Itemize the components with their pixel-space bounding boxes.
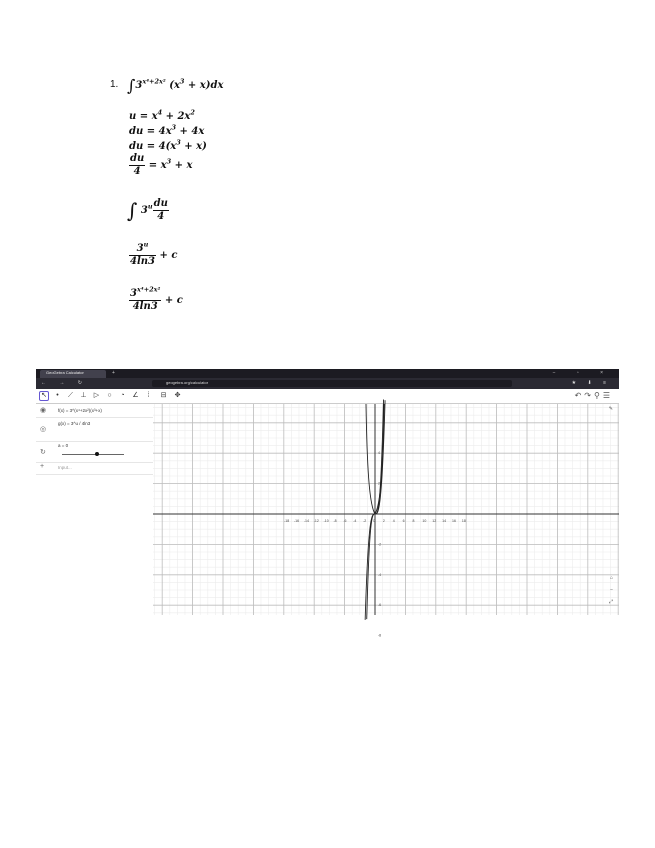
- x-tick-label: -6: [343, 519, 347, 523]
- value-slider-track[interactable]: [62, 454, 124, 455]
- undo-redo-search-menu-icons[interactable]: ↶↷⚲☰: [574, 391, 613, 400]
- perpendicular-tool-icon[interactable]: ⊥: [80, 392, 87, 399]
- algebra-row-g[interactable]: ◎ g(x) = 3^u / 4ln3: [36, 417, 153, 442]
- problem-number: 1.: [110, 79, 119, 90]
- plus-icon[interactable]: +: [40, 463, 45, 470]
- graph-canvas[interactable]: [153, 404, 619, 638]
- point-tool-icon[interactable]: •: [56, 392, 59, 399]
- fullscreen-icon[interactable]: ⤢: [608, 599, 613, 605]
- x-tick-label: -16: [293, 519, 300, 523]
- browser-tab-bar: [36, 369, 619, 378]
- y-tick-label: -8: [378, 633, 382, 638]
- algebra-input[interactable]: + Input...: [36, 462, 153, 475]
- browser-extension-icons[interactable]: ★ ⬇ ≡: [571, 380, 611, 386]
- ellipse-tool-icon[interactable]: ◔: [120, 392, 125, 399]
- value-slider-knob[interactable]: [95, 452, 99, 456]
- du-line-2: du = $4(x^3 + x)$: [129, 138, 207, 152]
- x-tick-label: 12: [432, 519, 437, 523]
- integral-statement: $\int 3^{x^4+2x^2}$ $(x^3 + x)dx$: [127, 76, 224, 95]
- x-tick-label: 2: [382, 519, 385, 523]
- geogebra-screenshot: [36, 369, 619, 638]
- slider-tool-icon[interactable]: ⊟: [160, 392, 167, 399]
- x-tick-label: 18: [461, 519, 466, 523]
- visibility-icon[interactable]: ◉: [40, 407, 47, 414]
- x-tick-label: 10: [422, 519, 427, 523]
- y-tick-label: 4: [378, 451, 380, 456]
- algebra-view: [36, 404, 154, 615]
- algebra-row-f[interactable]: ◉ f(x) = 3^(x⁴+2x²)(x³+x): [36, 404, 153, 418]
- x-tick-label: -14: [303, 519, 309, 523]
- visibility-icon[interactable]: ◎: [40, 426, 47, 433]
- x-tick-label: 6: [402, 519, 405, 523]
- y-tick-label: -2: [378, 542, 382, 547]
- y-tick-label: 2: [378, 481, 380, 486]
- circle-tool-icon[interactable]: ○: [107, 392, 112, 399]
- graphics-view[interactable]: [153, 404, 619, 638]
- x-tick-label: 16: [452, 519, 456, 523]
- line-tool-icon[interactable]: ⟋: [68, 392, 73, 399]
- final-answer: $\frac{3^{x^4+2x^2}}{4\ln 3}$ + c: [130, 285, 183, 312]
- home-icon[interactable]: ⌂: [609, 575, 613, 581]
- du-over-4-line: $\frac{du}{4}$ = $x^3 + x$: [130, 153, 193, 177]
- x-tick-label: 8: [412, 519, 415, 523]
- x-tick-label: -18: [284, 519, 290, 523]
- y-tick-label: -6: [378, 603, 382, 608]
- x-tick-label: 14: [442, 519, 447, 523]
- move-view-tool-icon[interactable]: ✥: [174, 392, 181, 399]
- du-line-1: du = $4x^3 + 4x$: [129, 123, 205, 137]
- x-tick-label: 4: [392, 519, 395, 523]
- x-tick-label: -10: [323, 519, 329, 523]
- refresh-icon[interactable]: ↻: [40, 449, 46, 456]
- nav-buttons[interactable]: ← → ↻: [41, 380, 88, 386]
- algebra-row-slider[interactable]: ↻ a = 0: [36, 441, 153, 463]
- zoom-out-icon[interactable]: −: [610, 587, 613, 593]
- x-tick-label: -4: [353, 519, 357, 523]
- move-tool-icon[interactable]: ↖: [39, 391, 49, 401]
- x-tick-label: -2: [363, 519, 367, 523]
- graph-style-icon[interactable]: ✎: [608, 406, 613, 412]
- address-field[interactable]: geogebra.org/calculator: [152, 380, 512, 387]
- y-tick-label: -4: [378, 572, 382, 577]
- reflect-tool-icon[interactable]: ⁞: [147, 392, 150, 399]
- geogebra-toolbar: [36, 389, 619, 404]
- angle-tool-icon[interactable]: ∠: [132, 392, 139, 399]
- window-controls[interactable]: − ▫ ×: [552, 370, 613, 376]
- x-tick-label: 0: [373, 519, 375, 523]
- u-substitution: $u = x^4 + 2x^2$: [129, 108, 195, 122]
- integral-in-u: ∫ 3$^u$ $\frac{du}{4}$: [127, 198, 168, 223]
- x-tick-label: -8: [333, 519, 337, 523]
- polygon-tool-icon[interactable]: ▷: [93, 392, 100, 399]
- new-tab-icon[interactable]: +: [112, 370, 115, 376]
- x-tick-label: -12: [313, 519, 319, 523]
- browser-url-bar: [36, 378, 619, 389]
- browser-tab[interactable]: GeoGebra Calculator: [40, 370, 106, 378]
- result-in-u: $\frac{3^u}{4\ln 3}$ + c: [130, 240, 178, 267]
